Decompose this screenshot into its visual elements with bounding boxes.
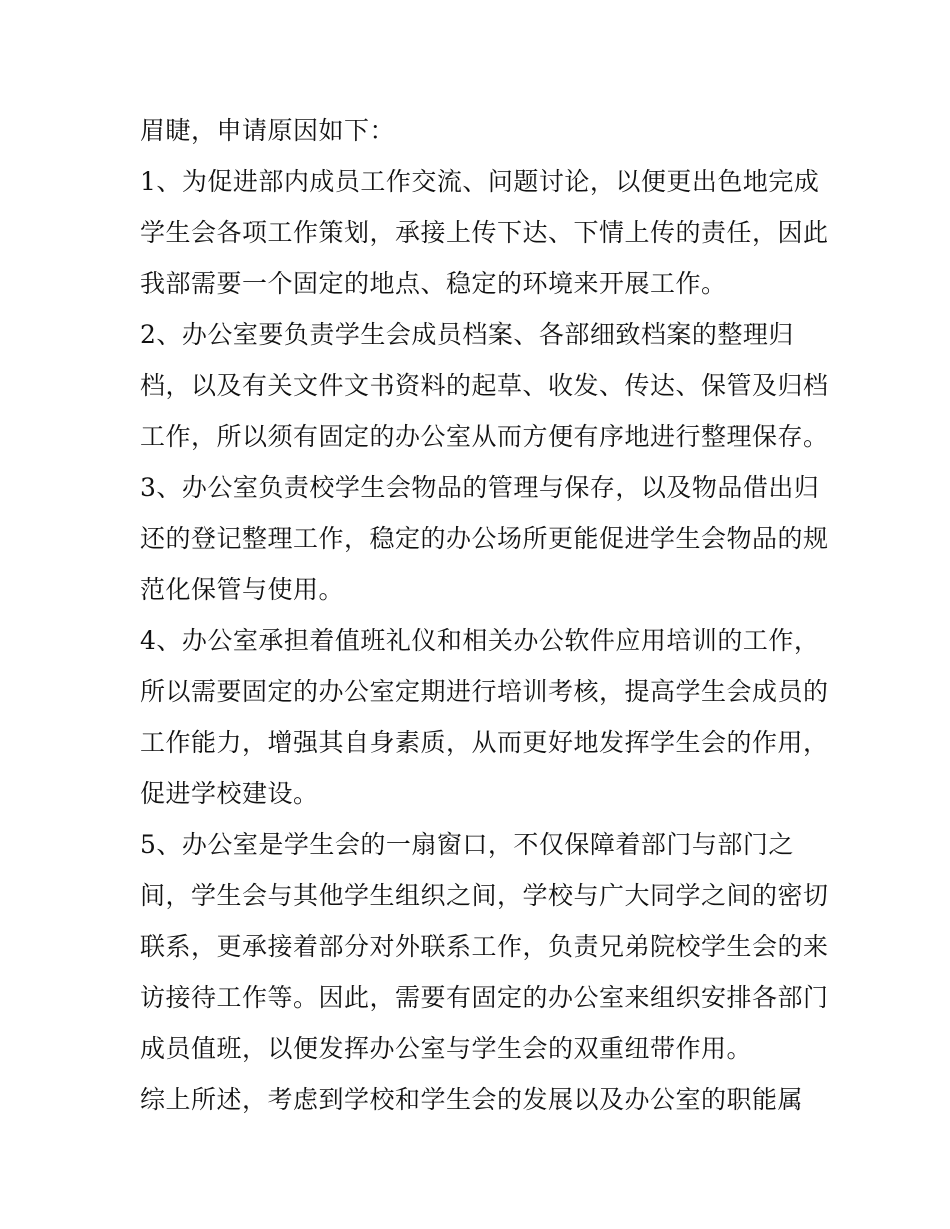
- text-line: 3、办公室负责校学生会物品的管理与保存，以及物品借出归: [140, 473, 820, 502]
- text-line: 促进学校建设。: [140, 779, 319, 808]
- text-line: 眉睫，申请原因如下：: [140, 116, 396, 145]
- text-line: 所以需要固定的办公室定期进行培训考核，提高学生会成员的: [140, 677, 829, 706]
- text-line: 成员值班，以便发挥办公室与学生会的双重纽带作用。: [140, 1034, 753, 1063]
- document-body: [140, 105, 829, 1125]
- text-line: 还的登记整理工作，稳定的办公场所更能促进学生会物品的规: [140, 524, 829, 553]
- text-line: 5、办公室是学生会的一扇窗口，不仅保障着部门与部门之: [140, 830, 794, 859]
- text-line: 综上所述，考虑到学校和学生会的发展以及办公室的职能属: [140, 1085, 804, 1114]
- text-line: 工作能力，增强其自身素质，从而更好地发挥学生会的作用，: [140, 728, 829, 757]
- text-line: 访接待工作等。因此，需要有固定的办公室来组织安排各部门: [140, 983, 829, 1012]
- text-line: 4、办公室承担着值班礼仪和相关办公软件应用培训的工作，: [140, 626, 820, 655]
- text-line: 联系，更承接着部分对外联系工作，负责兄弟院校学生会的来: [140, 932, 829, 961]
- text-line: 间，学生会与其他学生组织之间，学校与广大同学之间的密切: [140, 881, 829, 910]
- text-line: 1、为促进部内成员工作交流、问题讨论，以便更出色地完成: [140, 167, 820, 196]
- text-line: 我部需要一个固定的地点、稳定的环境来开展工作。: [140, 269, 727, 298]
- text-line: 档，以及有关文件文书资料的起草、收发、传达、保管及归档: [140, 371, 829, 400]
- text-line: 学生会各项工作策划，承接上传下达、下情上传的责任，因此: [140, 218, 829, 247]
- text-line: 工作，所以须有固定的办公室从而方便有序地进行整理保存。: [140, 422, 829, 451]
- text-line: 范化保管与使用。: [140, 575, 345, 604]
- text-line: 2、办公室要负责学生会成员档案、各部细致档案的整理归: [140, 320, 794, 349]
